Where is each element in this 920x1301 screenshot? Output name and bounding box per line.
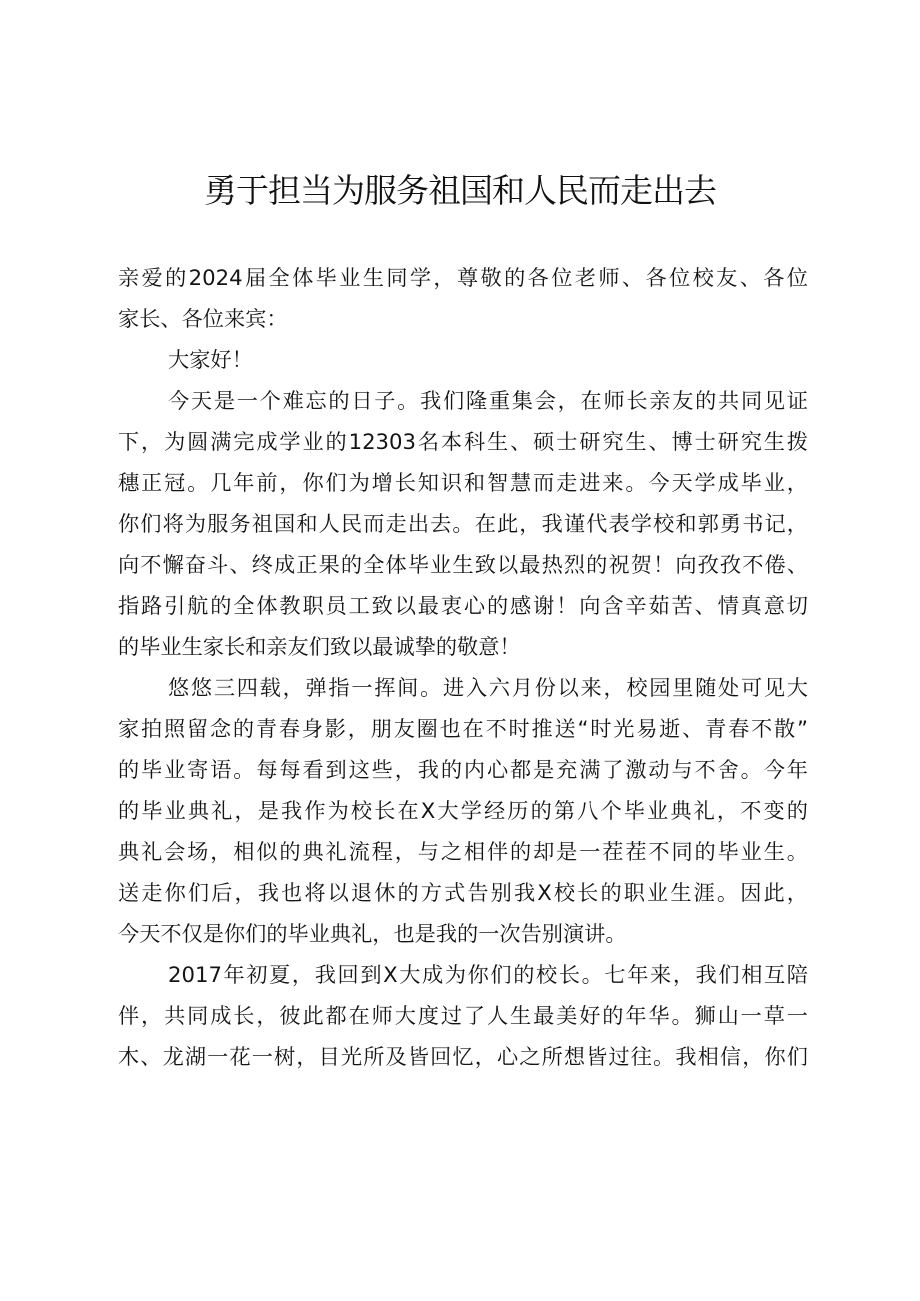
text-line: 家拍照留念的青春身影，朋友圈也在不时推送“时光易逝、青春不散” — [118, 716, 808, 741]
text-line: 典礼会场，相似的典礼流程，与之相伴的却是一茬茬不同的毕业生。 — [118, 839, 808, 864]
text-line: 木、龙湖一花一树，目光所及皆回忆，心之所想皆过往。我相信，你们 — [118, 1044, 808, 1069]
text-line: 2017年初夏，我回到X大成为你们的校长。七年来，我们相互陪 — [168, 962, 808, 987]
text-line: 家长、各位来宾： — [118, 306, 288, 331]
text-line: 的毕业典礼，是我作为校长在X大学经历的第八个毕业典礼，不变的 — [118, 798, 808, 823]
text-line: 今天不仅是你们的毕业典礼，也是我的一次告别演讲。 — [118, 921, 627, 946]
text-line: 向不懈奋斗、终成正果的全体毕业生致以最热烈的祝贺！向孜孜不倦、 — [118, 552, 808, 577]
document-body — [118, 257, 808, 1077]
text-line: 你们将为服务祖国和人民而走出去。在此，我谨代表学校和郭勇书记， — [118, 511, 808, 536]
text-line: 今天是一个难忘的日子。我们隆重集会，在师长亲友的共同见证 — [168, 388, 808, 413]
text-line: 指路引航的全体教职员工致以最衷心的感谢！向含辛茹苦、情真意切 — [118, 593, 808, 618]
text-line: 的毕业生家长和亲友们致以最诚挚的敬意！ — [118, 634, 521, 659]
text-line: 伴，共同成长，彼此都在师大度过了人生最美好的年华。狮山一草一 — [118, 1003, 808, 1028]
text-line: 悠悠三四载，弹指一挥间。进入六月份以来，校园里随处可见大 — [168, 675, 808, 700]
text-line: 大家好！ — [168, 347, 253, 372]
document-title: 勇于担当为服务祖国和人民而走出去 — [204, 171, 716, 210]
text-line: 下，为圆满完成学业的12303名本科生、硕士研究生、博士研究生拨 — [118, 429, 808, 454]
text-line: 亲爱的2024届全体毕业生同学，尊敬的各位老师、各位校友、各位 — [118, 265, 808, 290]
text-line: 穗正冠。几年前，你们为增长知识和智慧而走进来。今天学成毕业， — [118, 470, 808, 495]
text-line: 送走你们后，我也将以退休的方式告别我X校长的职业生涯。因此， — [118, 880, 808, 905]
text-line: 的毕业寄语。每每看到这些，我的内心都是充满了激动与不舍。今年 — [118, 757, 808, 782]
